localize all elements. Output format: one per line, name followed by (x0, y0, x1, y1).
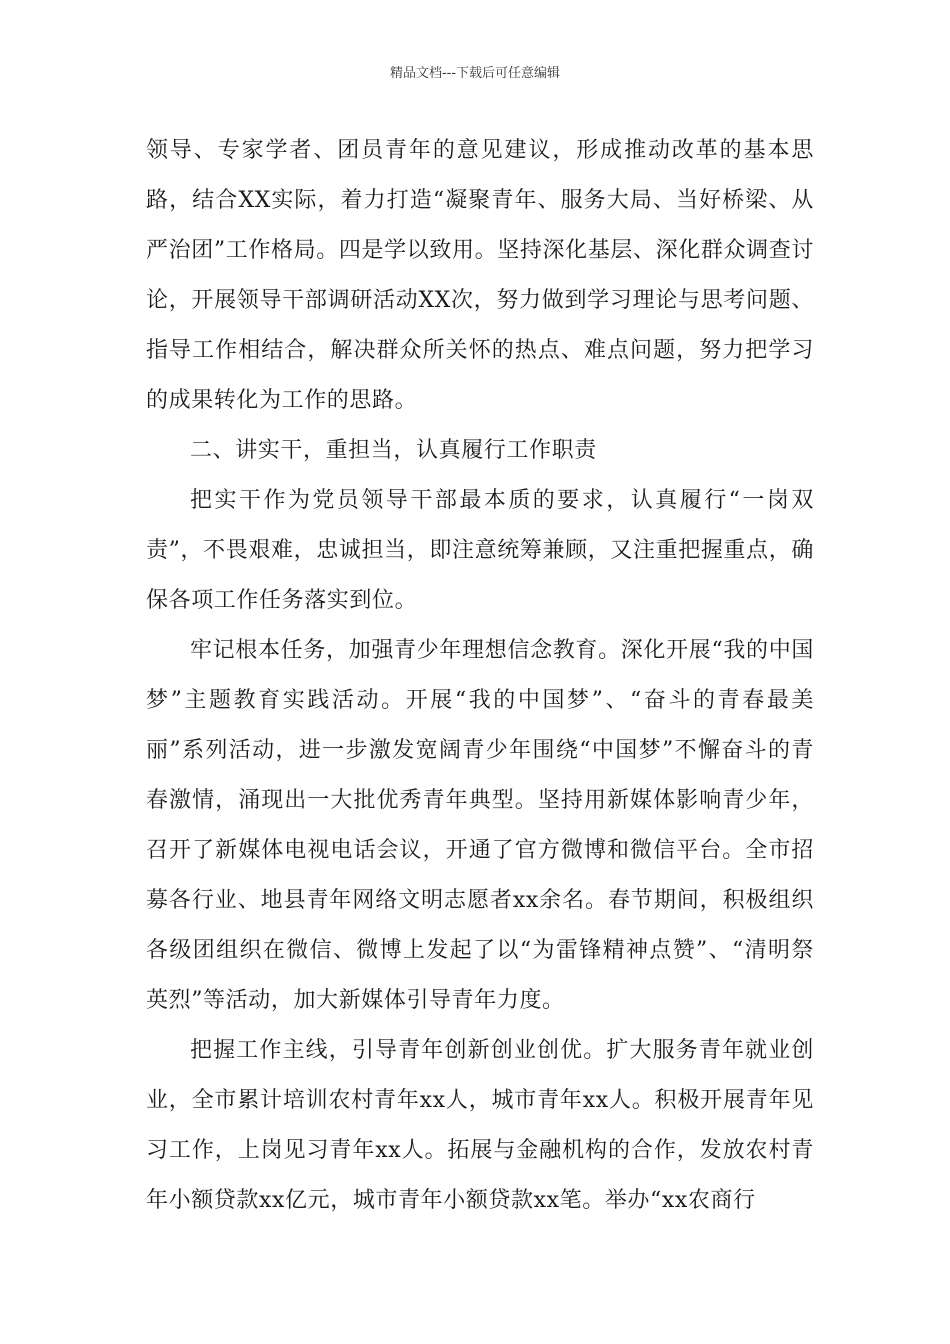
document-body (146, 126, 814, 1226)
paragraph-4: 把握工作主线，引导青年创新创业创优。扩大服务青年就业创业，全市累计培训农村青年xx人，城市青年xx人。积极开展青年见习工作，上岗见习青年xx人。拓展与金融机构的合作，发放农村青年小额贷款xx亿元，城市青年小额贷款xx笔。举办“xx农商行 (146, 1038, 814, 1213)
paragraph-1: 领导、专家学者、团员青年的意见建议，形成推动改革的基本思路，结合XX实际，着力打造“凝聚青年、服务大局、当好桥梁、从严治团”工作格局。四是学以致用。坚持深化基层、深化群众调查讨论，开展领导干部调研活动XX次，努力做到学习理论与思考问题、指导工作相结合，解决群众所关怀的热点、难点问题，努力把学习的成果转化为工作的思路。 (146, 138, 814, 413)
paragraph-2: 把实干作为党员领导干部最本质的要求，认真履行“一岗双责”，不畏艰难，忠诚担当，即注意统筹兼顾，又注重把握重点，确保各项工作任务落实到位。 (146, 488, 814, 613)
page-header: 精品文档---下载后可任意编辑 (389, 66, 561, 81)
section-heading: 二、讲实干，重担当，认真履行工作职责 (190, 438, 597, 463)
paragraph-3: 牢记根本任务，加强青少年理想信念教育。深化开展“我的中国梦”主题教育实践活动。开展“我的中国梦”、“奋斗的青春最美丽”系列活动，进一步激发宽阔青少年围绕“中国梦”不懈奋斗的青春激情，涌现出一大批优秀青年典型。坚持用新媒体影响青少年，召开了新媒体电视电话会议，开通了官方微博和微信平台。全市招募各行业、地县青年网络文明志愿者xx余名。春节期间，积极组织各级团组织在微信、微博上发起了以“为雷锋精神点赞”、“清明祭英烈”等活动，加大新媒体引导青年力度。 (146, 638, 814, 1013)
